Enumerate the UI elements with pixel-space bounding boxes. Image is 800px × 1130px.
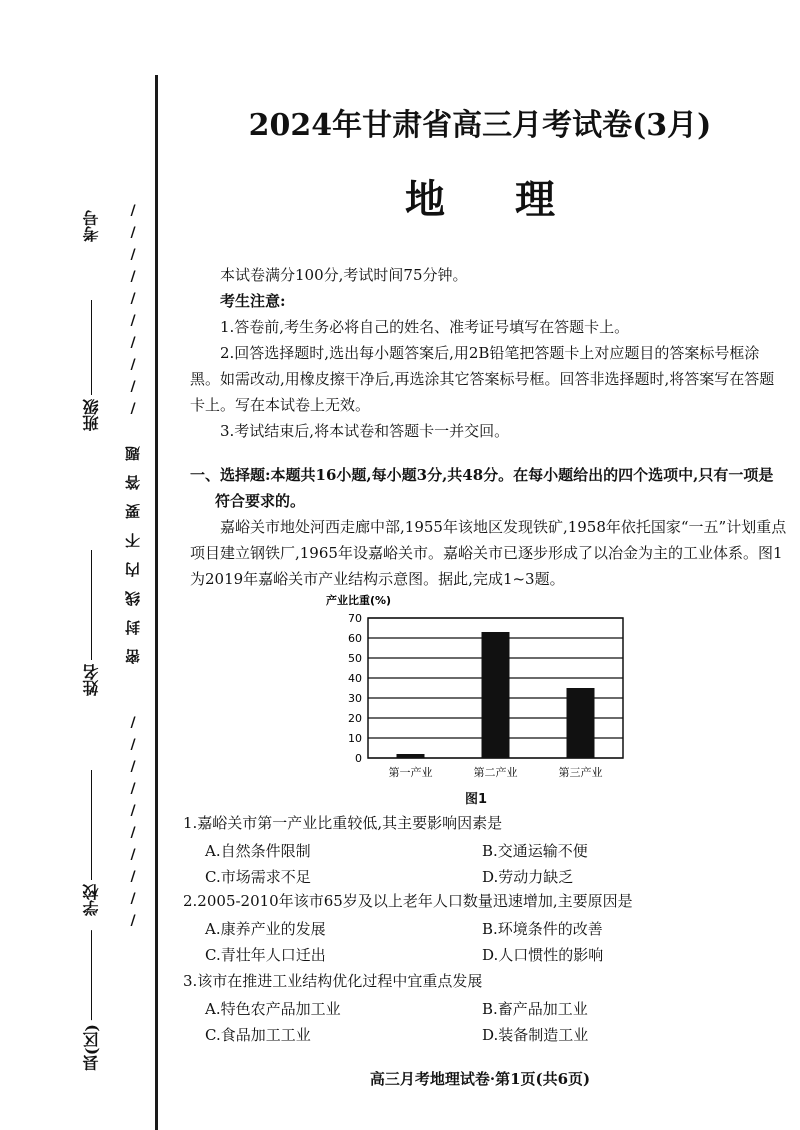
name-field: 姓名 <box>80 550 103 696</box>
binding-line <box>155 75 158 1130</box>
notice-item: 1.答卷前,考生务必将自己的姓名、准考证号填写在答题卡上。 <box>220 318 630 336</box>
option: C.青壮年人口迁出 <box>205 946 326 964</box>
notice-heading: 考生注意: <box>220 292 286 310</box>
option: A.康养产业的发展 <box>205 920 326 938</box>
y-tick-label: 20 <box>348 712 362 725</box>
section-heading-cont: 符合要求的。 <box>215 492 306 510</box>
exam-title: 2024年甘肃省高三月考试卷(3月) <box>248 108 712 143</box>
seal-text: 密封线内不要答题 <box>124 432 142 664</box>
seal-slashes-top: / / / / / / / / / / <box>130 203 136 417</box>
y-tick-label: 40 <box>348 672 362 685</box>
chart-ylabel: 产业比重(%) <box>326 594 392 607</box>
y-tick-label: 10 <box>348 732 362 745</box>
passage-line: 为2019年嘉峪关市产业结构示意图。据此,完成1~3题。 <box>190 570 565 588</box>
notice-item: 3.考试结束后,将本试卷和答题卡一并交回。 <box>220 422 510 440</box>
exam-intro: 本试卷满分100分,考试时间75分钟。 <box>220 266 468 284</box>
school-field: 学校 <box>80 770 103 916</box>
passage-line: 项目建立钢铁厂,1965年设嘉峪关市。嘉峪关市已逐步形成了以冶金为主的工业体系。图1 <box>190 544 783 562</box>
y-tick-label: 0 <box>355 752 362 765</box>
passage-line: 嘉峪关市地处河西走廊中部,1955年该地区发现铁矿,1958年依托国家“一五”计划重点 <box>220 518 787 536</box>
notice-item: 卡上。写在本试卷上无效。 <box>190 396 371 414</box>
option: B.畜产品加工业 <box>482 1000 588 1018</box>
y-tick-label: 50 <box>348 652 362 665</box>
question-stem: 2.2005-2010年该市65岁及以上老年人口数量迅速增加,主要原因是 <box>183 892 633 910</box>
question-stem: 3.该市在推进工业结构优化过程中宜重点发展 <box>183 972 483 990</box>
subject-title: 地理 <box>405 176 625 223</box>
x-tick-label: 第一产业 <box>388 766 433 779</box>
y-tick-label: 70 <box>348 612 362 625</box>
exam-number-field: 考号 <box>82 210 101 242</box>
figure-caption: 图1 <box>465 792 488 807</box>
bar-2 <box>482 632 510 758</box>
option: B.交通运输不便 <box>482 842 588 860</box>
x-tick-label: 第三产业 <box>558 766 603 779</box>
question-stem: 1.嘉峪关市第一产业比重较低,其主要影响因素是 <box>183 814 503 832</box>
industry-structure-chart <box>318 590 648 809</box>
option: B.环境条件的改善 <box>482 920 603 938</box>
chart-svg <box>318 590 648 805</box>
y-tick-label: 30 <box>348 692 362 705</box>
bar-3 <box>567 688 595 758</box>
notice-item: 2.回答选择题时,选出每小题答案后,用2B铅笔把答题卡上对应题目的答案标号框涂 <box>220 344 760 362</box>
y-tick-label: 60 <box>348 632 362 645</box>
notice-item: 黑。如需改动,用橡皮擦干净后,再选涂其它答案标号框。回答非选择题时,将答案写在答题 <box>190 370 775 388</box>
seal-slashes-bottom: / / / / / / / / / / <box>130 715 136 929</box>
option: D.装备制造工业 <box>482 1026 589 1044</box>
section-heading: 一、选择题:本题共16小题,每小题3分,共48分。在每小题给出的四个选项中,只有一项是 <box>190 466 774 484</box>
option: D.劳动力缺乏 <box>482 868 574 886</box>
option: D.人口惯性的影响 <box>482 946 604 964</box>
option: A.自然条件限制 <box>205 842 311 860</box>
x-tick-label: 第二产业 <box>473 766 518 779</box>
option: C.市场需求不足 <box>205 868 311 886</box>
option: A.特色农产品加工业 <box>205 1000 341 1018</box>
county-field: 县(区) <box>80 930 103 1071</box>
bar-1 <box>397 754 425 758</box>
page-footer: 高三月考地理试卷·第1页(共6页) <box>369 1070 591 1088</box>
option: C.食品加工工业 <box>205 1026 311 1044</box>
class-field: 班级 <box>80 300 103 431</box>
